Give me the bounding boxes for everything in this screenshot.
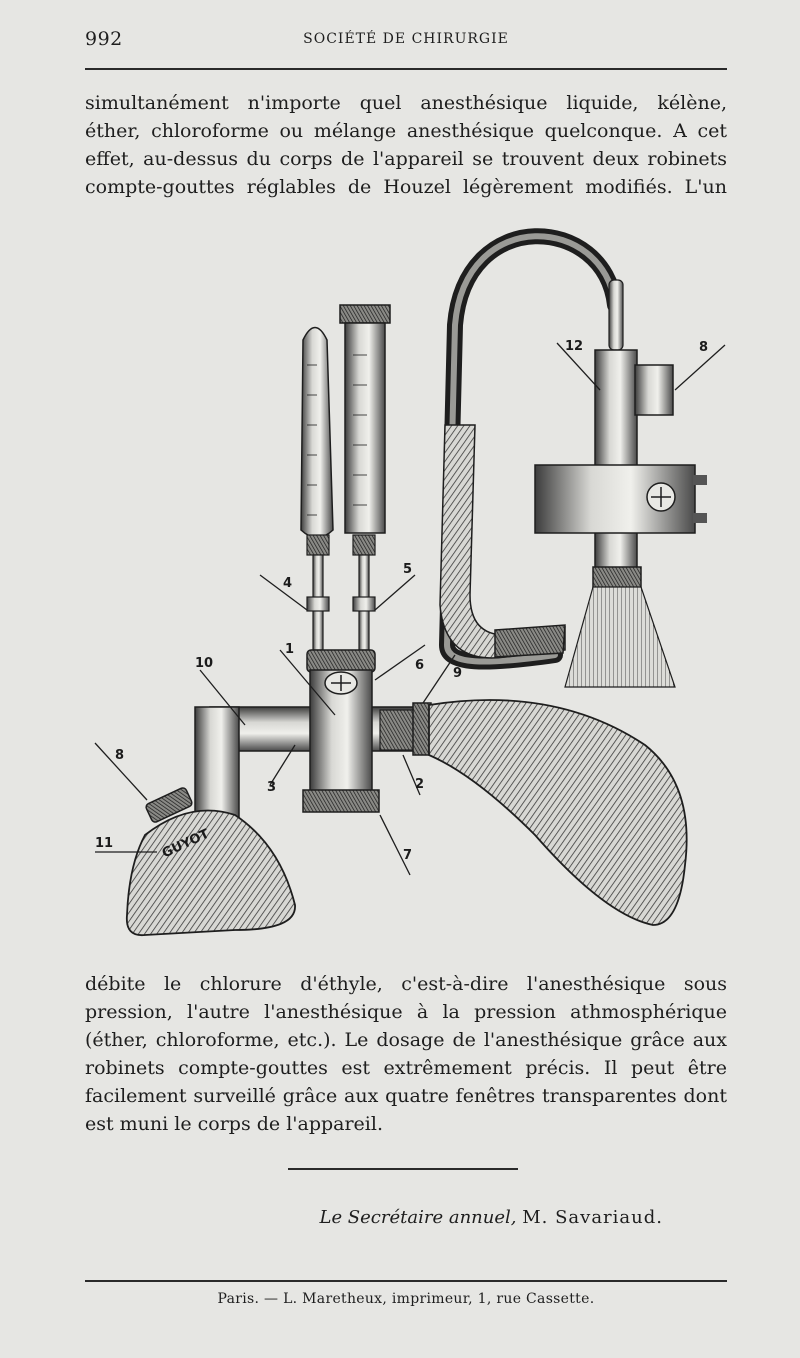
rubber-tube bbox=[440, 236, 615, 661]
callout-label: 12 bbox=[565, 339, 584, 354]
text-line: éther, chloroforme ou mélange anesthésique quelconque. A cet bbox=[85, 120, 727, 142]
text-line: débite le chlorure d'éthyle, c'est-à-dire l'anesthésique sous bbox=[85, 973, 727, 995]
footer-rule bbox=[85, 1280, 727, 1282]
header-rule bbox=[85, 68, 727, 70]
callout-label: 3 bbox=[267, 780, 277, 795]
apparatus-engraving bbox=[85, 225, 727, 945]
callout-label: 7 bbox=[403, 848, 413, 863]
callout-label: 6 bbox=[415, 658, 425, 673]
printer-imprint: Paris. — L. Maretheux, imprimeur, 1, rue Cassette. bbox=[217, 1291, 595, 1307]
mask-stamp: GUYOT bbox=[159, 826, 212, 862]
text-line: simultanément n'importe quel anesthésique liquide, kélène, bbox=[85, 92, 727, 114]
text-line: pression, l'autre l'anesthésique à la pression athmosphérique bbox=[85, 1001, 727, 1023]
callout-label: 8 bbox=[699, 340, 709, 355]
running-head: SOCIÉTÉ DE CHIRURGIE bbox=[303, 31, 509, 47]
callout-label: 9 bbox=[453, 666, 463, 681]
page-header bbox=[85, 26, 727, 52]
apparatus-illustration bbox=[85, 225, 727, 945]
callout-label: 11 bbox=[95, 836, 114, 851]
text-line: (éther, chloroforme, etc.). Le dosage de l'anesthésique grâce aux bbox=[85, 1029, 727, 1051]
text-line-last: est muni le corps de l'appareil. bbox=[85, 1113, 383, 1135]
signature bbox=[85, 1207, 663, 1228]
callout-label: 8 bbox=[115, 748, 125, 763]
signature-role: Le Secrétaire annuel, bbox=[319, 1207, 517, 1228]
page-number: 992 bbox=[85, 28, 123, 50]
paragraph-bottom bbox=[85, 970, 727, 1138]
callout-label: 10 bbox=[195, 656, 214, 671]
breathing-bag bbox=[413, 700, 687, 925]
callout-label: 1 bbox=[285, 642, 295, 657]
text-line: effet, au-dessus du corps de l'appareil se trouvent deux robinets bbox=[85, 148, 727, 170]
signature-name: M. Savariaud. bbox=[522, 1207, 663, 1228]
text-line: robinets compte-gouttes est extrêmement précis. Il peut être bbox=[85, 1057, 727, 1079]
paragraph-top bbox=[85, 89, 727, 201]
callout-label: 2 bbox=[415, 777, 425, 792]
central-body bbox=[303, 650, 379, 812]
text-line: facilement surveillé grâce aux quatre fenêtres transparentes dont bbox=[85, 1085, 727, 1107]
section-divider bbox=[288, 1168, 518, 1170]
callout-label: 5 bbox=[403, 562, 413, 577]
graduated-vials bbox=[301, 305, 390, 650]
callout-label: 4 bbox=[283, 576, 293, 591]
text-line: compte-gouttes réglables de Houzel légèrement modifiés. L'un bbox=[85, 176, 727, 198]
